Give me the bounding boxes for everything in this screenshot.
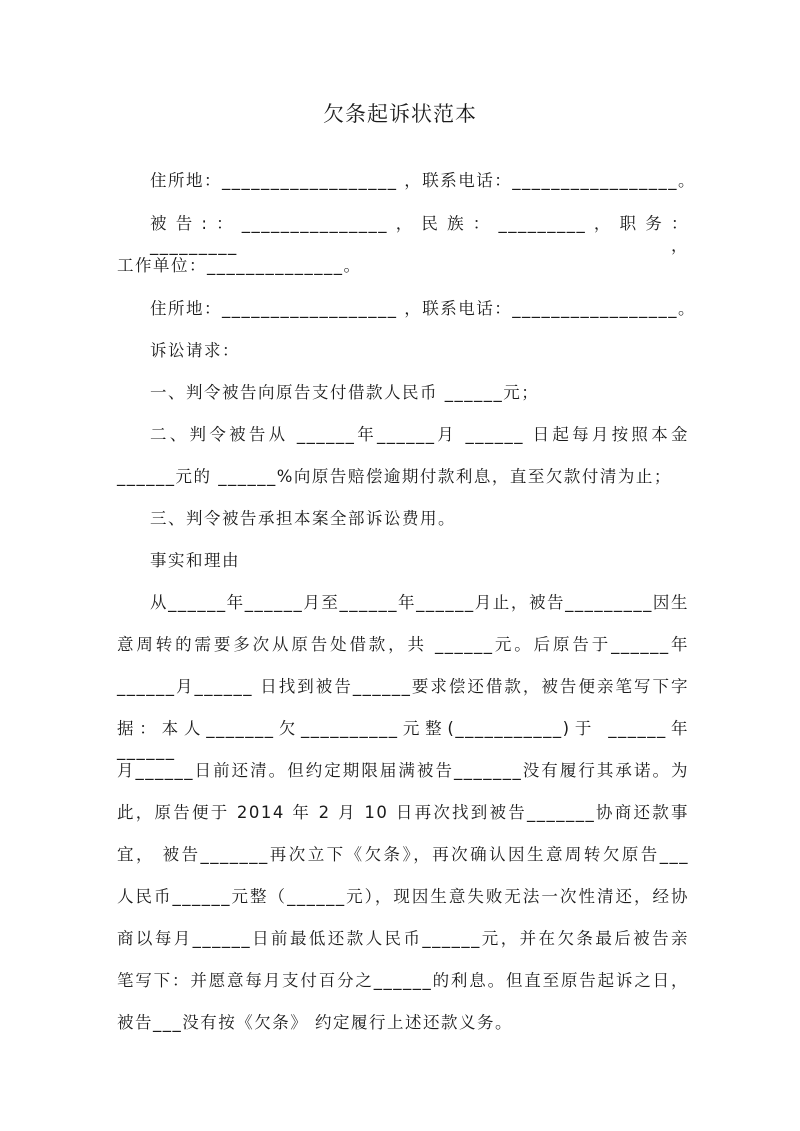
facts-paragraph-last-line: 被告___没有按《欠条》 约定履行上述还款义务。 bbox=[117, 1013, 513, 1032]
facts-paragraph-line: 笔写下：并愿意每月支付百分之______的利息。但直至原告起诉之日， bbox=[117, 971, 689, 990]
facts-heading: 事实和理由 bbox=[150, 551, 240, 570]
document-title: 欠条起诉状范本 bbox=[323, 102, 477, 126]
facts-paragraph-line: 此，原告便于 2014 年 2 月 10 日再次找到被告_______协商还款事 bbox=[117, 803, 689, 822]
defendant-info-line: 被告:：_______________，民族：_________，职务：_________， bbox=[150, 214, 689, 255]
facts-paragraph-line: 商以每月______日前最低还款人民币______元，并在欠条最后被告亲 bbox=[117, 929, 689, 948]
facts-paragraph-line: 从______年______月至______年______月止，被告_________因生 bbox=[150, 593, 689, 612]
facts-paragraph-line: 月______日前还清。但约定期限届满被告_______没有履行其承诺。为 bbox=[117, 761, 689, 780]
facts-paragraph-line: 意周转的需要多次从原告处借款，共 ______元。后原告于______年 bbox=[117, 635, 689, 654]
facts-paragraph-line: ______月______ 日找到被告______要求偿还借款，被告便亲笔写下字 bbox=[117, 677, 689, 696]
claim-item-1: 一、判令被告向原告支付借款人民币 ______元； bbox=[150, 383, 540, 402]
facts-paragraph-line: 据：本人_______欠__________元整(___________)于 ______年______ bbox=[117, 719, 689, 760]
facts-paragraph-line: 宜， 被告_______再次立下《欠条》，再次确认因生意周转欠原告___ bbox=[117, 845, 689, 864]
claim-item-2: 二、判令被告从 ______年______月 ______ 日起每月按照本金 bbox=[150, 425, 689, 444]
claim-item-3: 三、判令被告承担本案全部诉讼费用。 bbox=[150, 509, 456, 528]
claims-heading: 诉讼请求： bbox=[150, 341, 240, 360]
facts-paragraph-line: 人民币______元整（______元），现因生意失败无法一次性清还，经协 bbox=[117, 887, 689, 906]
plaintiff-address-line: 住所地：__________________ ，联系电话：_________________。 bbox=[150, 171, 696, 190]
defendant-address-line: 住所地：__________________ ，联系电话：_________________。 bbox=[150, 299, 696, 318]
defendant-workplace-line: 工作单位：______________。 bbox=[117, 256, 362, 275]
claim-item-2-continued: ______元的 ______%向原告赔偿逾期付款利息，直至欠款付清为止； bbox=[117, 467, 672, 486]
